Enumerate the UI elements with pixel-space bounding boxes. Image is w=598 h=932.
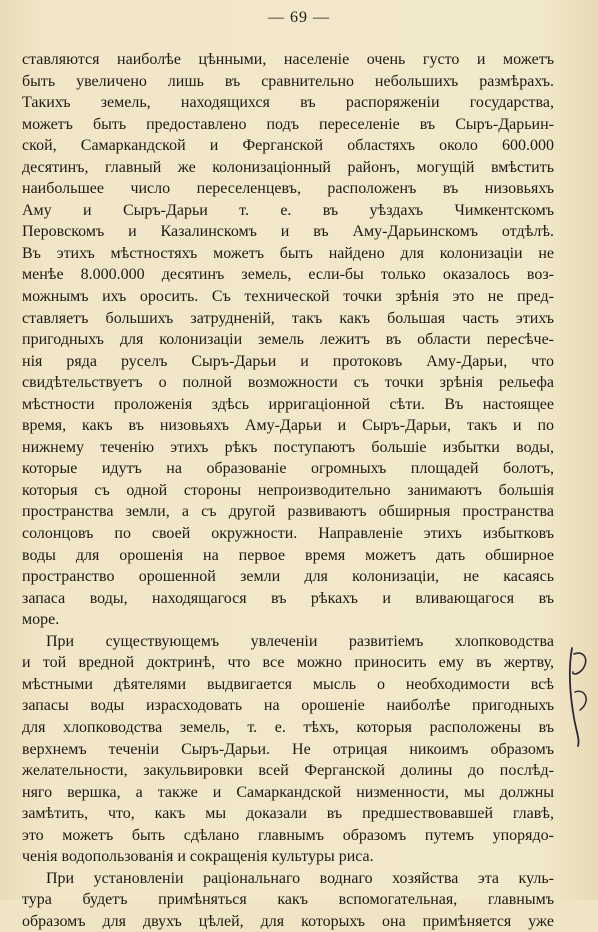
text-line: и той вредной доктринѣ, что все можно приносить ему въ жертву, xyxy=(22,654,554,672)
text-line: Такихъ земель, находящихся въ распоряженіи государства, xyxy=(22,94,554,112)
text-line: образомъ для двухъ цѣлей, для которыхъ она примѣняется уже xyxy=(22,912,554,930)
text-line: верхнемъ теченіи Сыръ-Дарьи. Не отрицая никоимъ образомъ xyxy=(22,740,554,758)
text-line: можнымъ ихъ оросить. Съ технической точки зрѣнія это не пред- xyxy=(22,288,554,306)
text-line: наибольшее число переселенцевъ, расположенъ въ низовьяхъ xyxy=(22,180,554,198)
text-line: менѣе 8.000.000 десятинъ земель, если-бы только оказалось воз- xyxy=(22,266,554,284)
page-number: — 69 — xyxy=(268,9,330,26)
text-line: няго вершка, а также и Самаркандской низменности, мы должны xyxy=(22,783,554,801)
text-line: время, какъ въ низовьяхъ Аму-Дарьи и Сыръ-Дарьи, такъ и по xyxy=(22,417,554,435)
text-line: запаса воды, находящагося въ рѣкахъ и вливающагося въ xyxy=(22,589,554,607)
text-line: быть увеличено лишь въ сравнительно небольшихъ размѣрахъ. xyxy=(22,72,554,90)
text-line: свидѣтельствуетъ о полной возможности съ точки зрѣнія рельефа xyxy=(22,374,554,392)
text-line: мѣстности проложенія здѣсь ирригаціонной сѣти. Въ настоящее xyxy=(22,395,554,413)
text-line: запасы воды израсходовать на орошеніе наиболѣе пригодныхъ xyxy=(22,697,554,715)
text-line: пространство орошенной земли для колонизаціи, не касаясь xyxy=(22,568,554,586)
text-line: Въ этихъ мѣстностяхъ можетъ быть найдено для колонизаціи не xyxy=(22,244,554,262)
text-line: тура будетъ примѣняться какъ вспомогательная, главнымъ xyxy=(22,891,554,909)
handwritten-margin-mark xyxy=(558,640,596,750)
text-line: мѣстными дѣятелями выдвигается мысль о необходимости всѣ xyxy=(22,675,554,693)
text-line: солонцовъ по своей окружности. Направленіе этихъ избытковъ xyxy=(22,525,554,543)
text-line: нижнему теченію этихъ рѣкъ поступаютъ большіе избытки воды, xyxy=(22,438,554,456)
body-text xyxy=(22,49,554,932)
text-line: При существующемъ увлеченіи развитіемъ хлопководства xyxy=(46,632,554,650)
text-line: пригодныхъ для колонизаціи земель лежитъ въ области пересѣче- xyxy=(22,331,554,349)
text-line: ченія водопользованія и сокращенія культуры риса. xyxy=(22,848,374,866)
text-line: желательности, закульвировки всей Ферганской долины до послѣд- xyxy=(22,762,554,780)
text-line: пространства земли, а съ другой развиваютъ обширныя пространства xyxy=(22,503,554,521)
text-line: нія ряда руселъ Сыръ-Дарьи и протоковъ Аму-Дарьи, что xyxy=(22,352,554,370)
text-line: ставляются наиболѣе цѣнными, населеніе очень густо и можетъ xyxy=(22,51,554,68)
text-line: море. xyxy=(22,611,60,629)
text-line: ставляетъ большихъ затрудненій, такъ какъ большая часть этихъ xyxy=(22,309,554,327)
text-line: ской, Самаркандской и Ферганской областяхъ около 600.000 xyxy=(22,137,554,155)
text-line: это можетъ быть сдѣлано главнымъ образомъ путемъ упорядо- xyxy=(22,826,554,844)
text-line: которые идутъ на образованіе огромныхъ площадей болотъ, xyxy=(22,460,554,478)
text-line: Аму и Сыръ-Дарьи т. е. въ уѣздахъ Чимкентскомъ xyxy=(22,201,554,219)
text-line: воды для орошенія на первое время можетъ дать обширное xyxy=(22,546,554,564)
text-line: Перовскомъ и Казалинскомъ и въ Аму-Дарьинскомъ отдѣлѣ. xyxy=(22,223,554,241)
text-line: замѣтить, что, какъ мы доказали въ предшествовавшей главѣ, xyxy=(22,805,554,823)
text-line: десятинъ, главный же колонизаціонный районъ, могущій вмѣстить xyxy=(22,158,554,176)
text-line: При установленіи раціональнаго воднаго хозяйства эта куль- xyxy=(46,869,554,887)
text-line: которыя съ одной стороны непроизводительно занимаютъ большія xyxy=(22,481,554,499)
text-line: можетъ быть предоставлено подъ переселеніе въ Сыръ-Дарьин- xyxy=(22,115,554,133)
text-line: для хлопководства земель, т. е. тѣхъ, которыя расположены въ xyxy=(22,718,554,736)
